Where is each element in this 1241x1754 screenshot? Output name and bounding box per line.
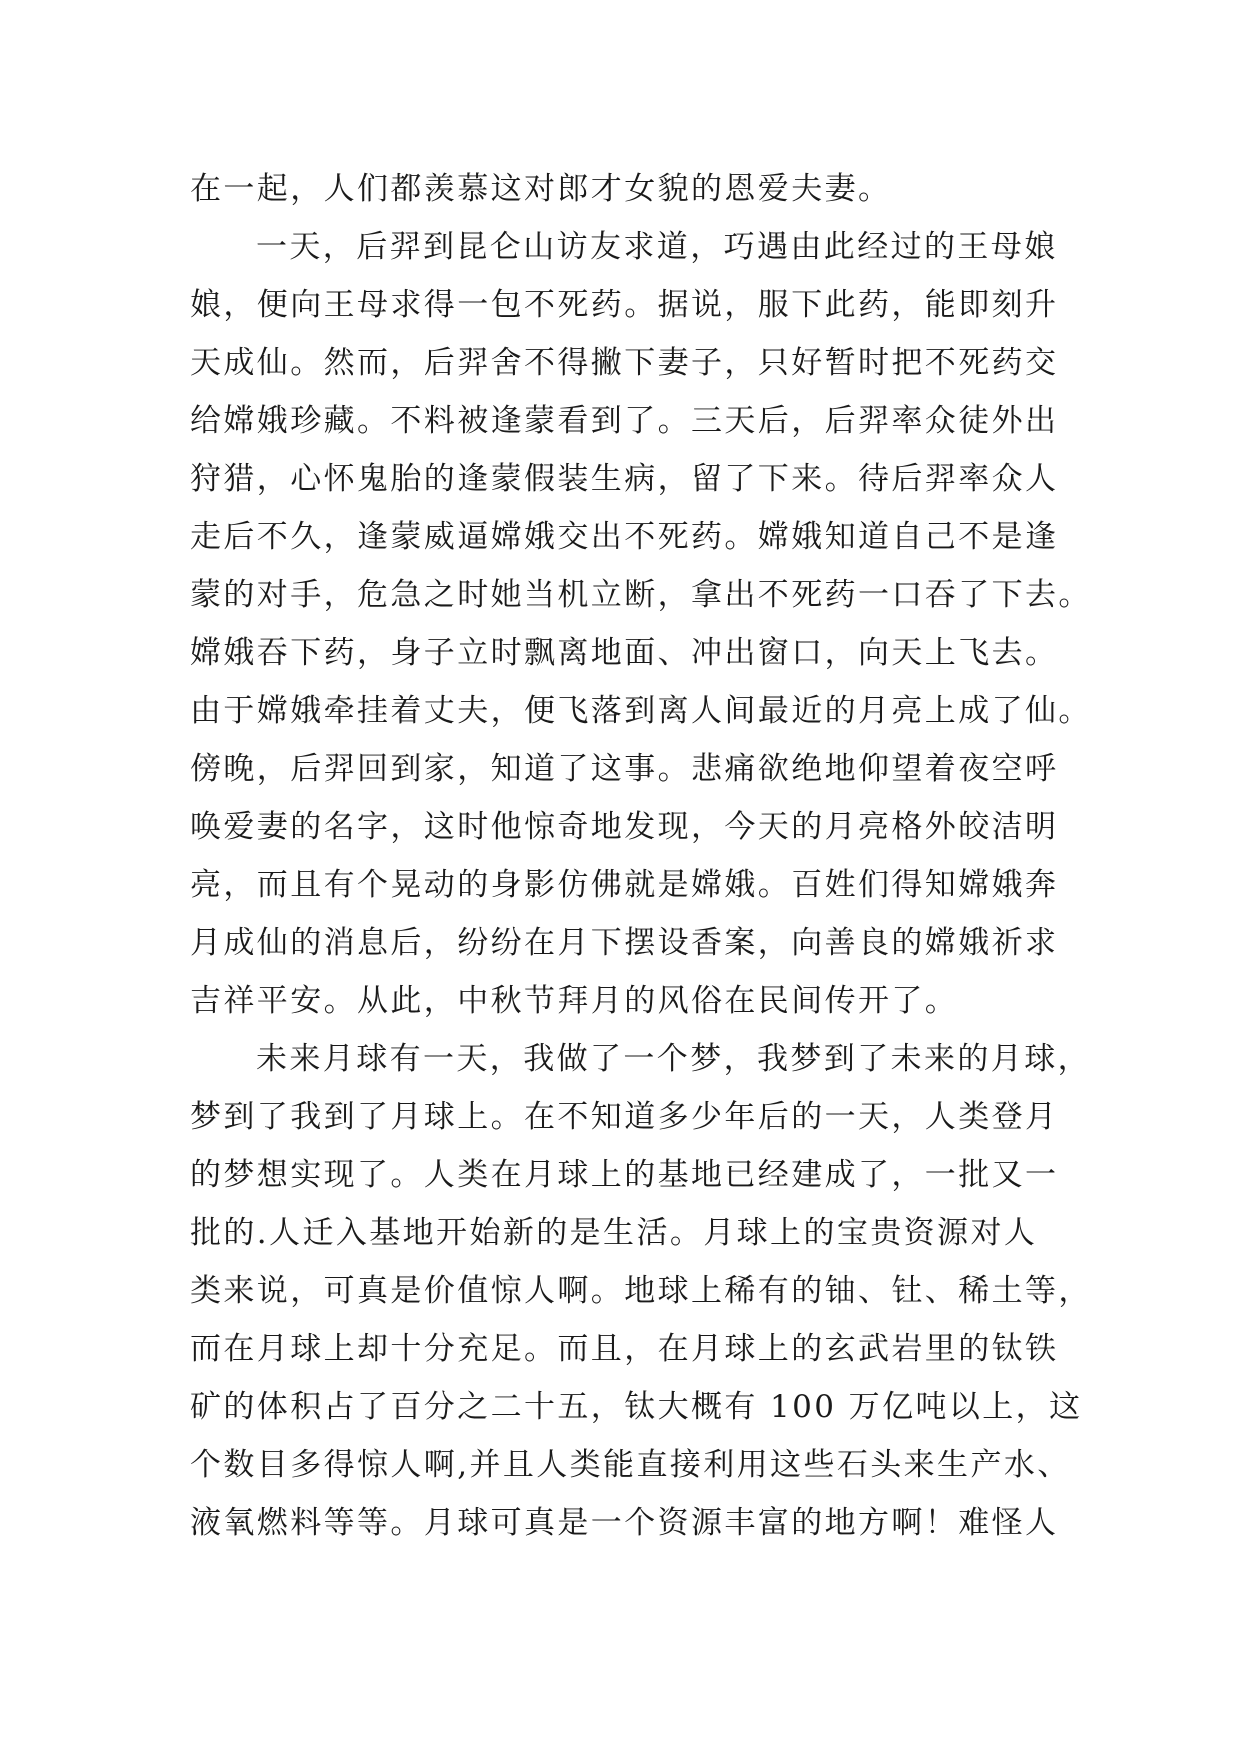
- body-text: [190, 160, 1092, 1552]
- text-line: 月成仙的消息后，纷纷在月下摆设香案，向善良的嫦娥祈求: [190, 925, 1059, 961]
- text-line: 狩猎，心怀鬼胎的逢蒙假装生病，留了下来。待后羿率众人: [190, 461, 1059, 497]
- text-line: 走后不久，逢蒙威逼嫦娥交出不死药。嫦娥知道自己不是逢: [190, 519, 1059, 555]
- text-line: 吉祥平安。从此，中秋节拜月的风俗在民间传开了。: [190, 983, 959, 1019]
- text-line: 给嫦娥珍藏。不料被逢蒙看到了。三天后，后羿率众徒外出: [190, 403, 1059, 439]
- text-line: 天成仙。然而，后羿舍不得撇下妻子，只好暂时把不死药交: [190, 345, 1059, 381]
- text-line: 而在月球上却十分充足。而且，在月球上的玄武岩里的钛铁: [190, 1331, 1059, 1367]
- text-line: 矿的体积占了百分之二十五，钛大概有 100 万亿吨以上，这: [190, 1389, 1083, 1425]
- text-line: 唤爱妻的名字，这时他惊奇地发现，今天的月亮格外皎洁明: [190, 809, 1059, 845]
- text-line-paragraph-start: 一天，后羿到昆仑山访友求道，巧遇由此经过的王母娘: [256, 229, 1058, 265]
- text-line: 个数目多得惊人啊,并且人类能直接利用这些石头来生产水、: [190, 1447, 1071, 1483]
- text-line: 类来说，可真是价值惊人啊。地球上稀有的铀、钍、稀土等，: [190, 1273, 1092, 1309]
- text-line: 娘，便向王母求得一包不死药。据说，服下此药，能即刻升: [190, 287, 1059, 323]
- text-line: 的梦想实现了。人类在月球上的基地已经建成了，一批又一: [190, 1157, 1059, 1193]
- text-line-paragraph-start: 未来月球有一天，我做了一个梦，我梦到了未来的月球，: [256, 1041, 1091, 1077]
- text-line: 傍晚，后羿回到家，知道了这事。悲痛欲绝地仰望着夜空呼: [190, 751, 1059, 787]
- text-line: 梦到了我到了月球上。在不知道多少年后的一天，人类登月: [190, 1099, 1059, 1135]
- text-line: 亮，而且有个晃动的身影仿佛就是嫦娥。百姓们得知嫦娥奔: [190, 867, 1059, 903]
- text-line: 嫦娥吞下药，身子立时飘离地面、冲出窗口，向天上飞去。: [190, 635, 1059, 671]
- text-line: 在一起，人们都羡慕这对郎才女貌的恩爱夫妻。: [190, 171, 892, 207]
- text-line: 由于嫦娥牵挂着丈夫，便飞落到离人间最近的月亮上成了仙。: [190, 693, 1092, 729]
- text-line: 蒙的对手，危急之时她当机立断，拿出不死药一口吞了下去。: [190, 577, 1092, 613]
- text-line: 液氧燃料等等。月球可真是一个资源丰富的地方啊！难怪人: [190, 1505, 1059, 1541]
- text-line: 批的.人迁入基地开始新的是生活。月球上的宝贵资源对人: [190, 1215, 1038, 1251]
